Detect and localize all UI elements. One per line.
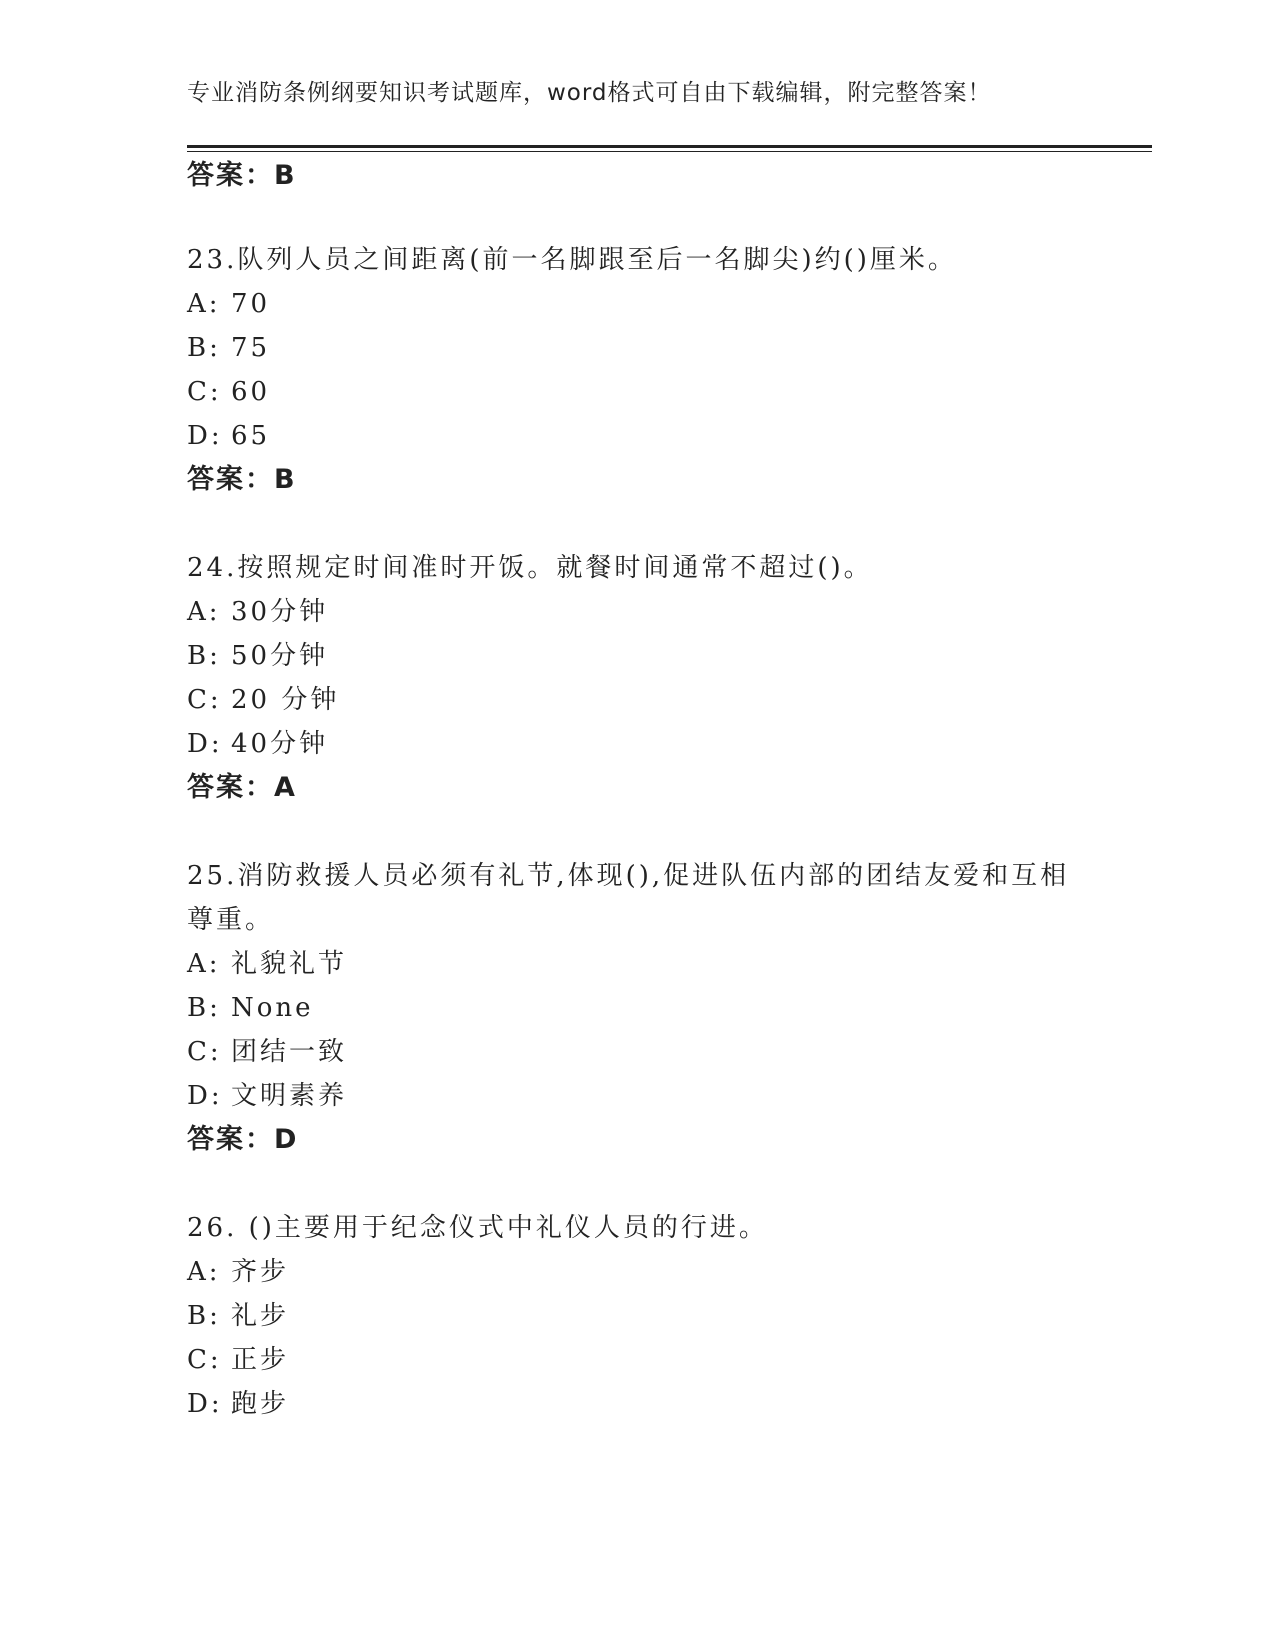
answer-q22: 答案：B [187, 160, 297, 191]
question-26-option-d [187, 1388, 289, 1420]
option-label: A: [187, 949, 221, 979]
option-text: 70 [231, 289, 271, 319]
question-25-option-d [187, 1080, 347, 1112]
option-text: 文明素养 [231, 1081, 348, 1111]
option-label: B: [187, 333, 221, 363]
question-23-option-d [187, 420, 270, 452]
question-25-stem-line2: 尊重。 [187, 905, 275, 935]
option-text: 正步 [231, 1345, 290, 1375]
option-text: 礼貌礼节 [231, 949, 348, 979]
question-25-stem-line1: 25.消防救援人员必须有礼节,体现(),促进队伍内部的团结友爱和互相 [187, 861, 1070, 891]
option-text: 团结一致 [231, 1037, 348, 1067]
question-23-option-a [187, 288, 270, 320]
question-26-option-b [187, 1300, 289, 1332]
option-text: 齐步 [231, 1257, 290, 1287]
option-label: A: [187, 1257, 221, 1287]
question-26-option-a [187, 1256, 289, 1288]
question-26-option-c [187, 1344, 289, 1376]
option-text: 跑步 [231, 1389, 290, 1419]
question-26-stem: 26. ()主要用于纪念仪式中礼仪人员的行进。 [187, 1213, 768, 1243]
option-label: C: [187, 1345, 222, 1375]
option-text: 30分钟 [231, 597, 329, 627]
option-text: None [231, 993, 314, 1023]
question-25-option-a [187, 948, 347, 980]
question-25-option-b [187, 992, 314, 1024]
option-label: B: [187, 641, 221, 671]
option-text: 20 分钟 [231, 685, 340, 715]
question-23-stem: 23.队列人员之间距离(前一名脚跟至后一名脚尖)约()厘米。 [187, 245, 957, 275]
header-rule-thick [187, 145, 1152, 148]
option-label: D: [187, 421, 223, 451]
option-label: A: [187, 289, 221, 319]
option-label: D: [187, 1389, 223, 1419]
answer-q24: 答案：A [187, 772, 297, 803]
answer-q23: 答案：B [187, 464, 297, 495]
page-header: 专业消防条例纲要知识考试题库，word格式可自由下载编辑，附完整答案！ [187, 80, 992, 106]
option-label: B: [187, 993, 221, 1023]
question-24-option-b [187, 640, 328, 672]
option-label: B: [187, 1301, 221, 1331]
question-25-option-c [187, 1036, 347, 1068]
question-23-option-c [187, 376, 270, 408]
option-text: 65 [231, 421, 271, 451]
option-label: C: [187, 685, 222, 715]
question-24-stem: 24.按照规定时间准时开饭。就餐时间通常不超过()。 [187, 553, 873, 583]
question-23-option-b [187, 332, 270, 364]
option-label: D: [187, 729, 223, 759]
option-label: D: [187, 1081, 223, 1111]
header-rule-thin [187, 151, 1152, 152]
option-text: 礼步 [231, 1301, 290, 1331]
option-text: 50分钟 [231, 641, 329, 671]
question-24-option-a [187, 596, 328, 628]
option-text: 75 [231, 333, 271, 363]
answer-q25: 答案：D [187, 1124, 299, 1155]
option-label: C: [187, 377, 222, 407]
question-24-option-c [187, 684, 339, 716]
option-label: C: [187, 1037, 222, 1067]
option-text: 60 [231, 377, 271, 407]
question-24-option-d [187, 728, 328, 760]
option-text: 40分钟 [231, 729, 329, 759]
option-label: A: [187, 597, 221, 627]
